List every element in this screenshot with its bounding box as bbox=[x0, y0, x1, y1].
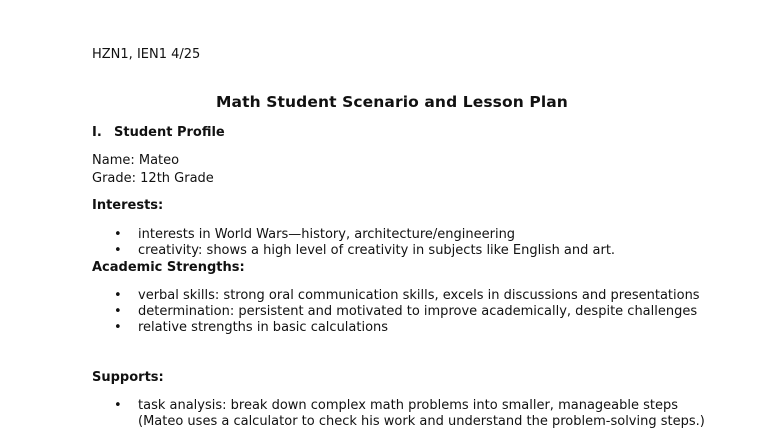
page-title: Math Student Scenario and Lesson Plan bbox=[216, 93, 568, 111]
section-title: Student Profile bbox=[114, 125, 225, 140]
student-grade: Grade: 12th Grade bbox=[92, 171, 214, 186]
bullet-icon: • bbox=[114, 227, 122, 242]
bullet-icon: • bbox=[114, 398, 122, 413]
list-item: • relative strengths in basic calculations bbox=[114, 320, 389, 335]
list-item: • determination: persistent and motivated to improve academically, despite challenges bbox=[114, 304, 698, 319]
supports-list bbox=[92, 398, 712, 430]
strengths-list bbox=[92, 288, 712, 336]
academic-strengths-label: Academic Strengths: bbox=[92, 260, 245, 275]
bullet-icon: • bbox=[114, 320, 122, 335]
bullet-icon: • bbox=[114, 243, 122, 258]
bullet-icon: • bbox=[114, 304, 122, 319]
bullet-icon: • bbox=[114, 288, 122, 303]
student-name: Name: Mateo bbox=[92, 153, 180, 168]
document-header: HZN1, IEN1 4/25 bbox=[92, 47, 201, 62]
list-item: • task analysis: break down complex math problems into smaller, manageable steps (Mateo uses a calculator to check his work and understand the problem-solving steps.) bbox=[114, 398, 705, 429]
list-item: • creativity: shows a high level of creativity in subjects like English and art. bbox=[114, 243, 616, 258]
interests-list bbox=[92, 227, 712, 259]
list-item: • verbal skills: strong oral communication skills, excels in discussions and presentations bbox=[114, 288, 700, 303]
list-item: • interests in World Wars—history, architecture/engineering bbox=[114, 227, 516, 242]
section-number: I. bbox=[92, 125, 102, 140]
section-heading bbox=[92, 125, 225, 140]
interests-label: Interests: bbox=[92, 198, 164, 213]
supports-label: Supports: bbox=[92, 370, 164, 385]
